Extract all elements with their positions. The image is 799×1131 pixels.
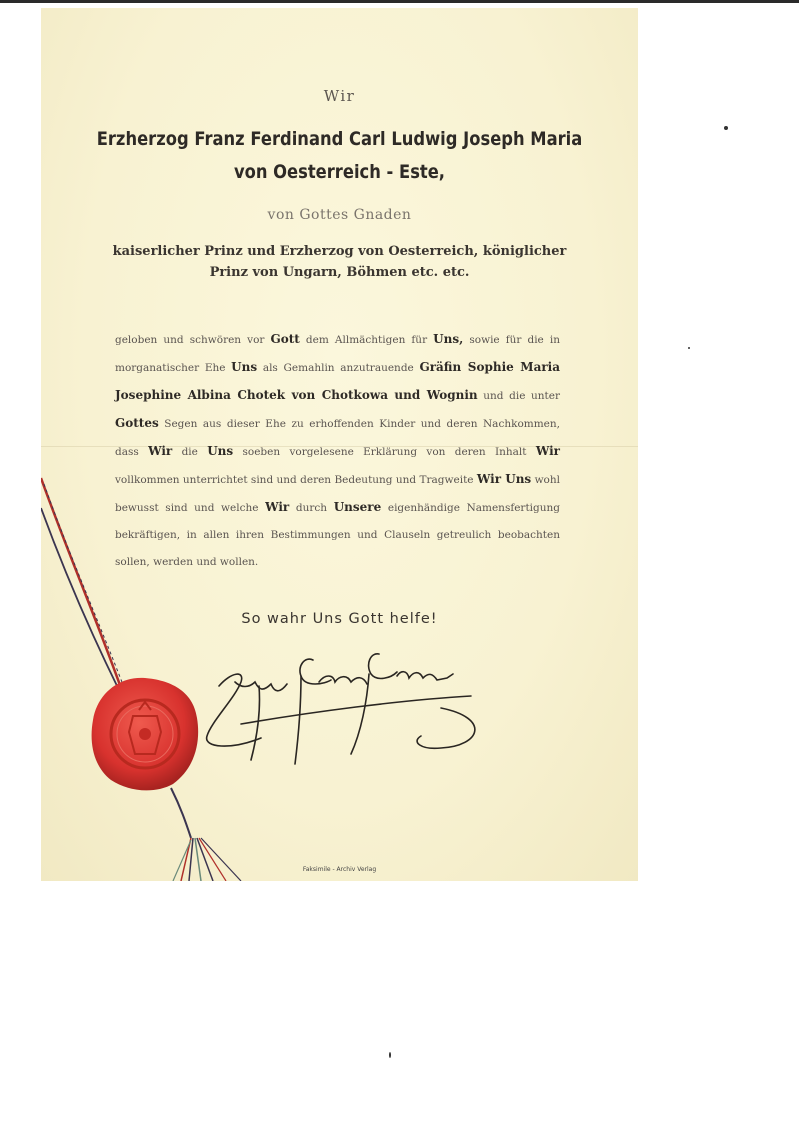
subtitle-line-2: Prinz von Ungarn, Böhmen etc. etc. xyxy=(209,265,470,280)
footer-credit: Faksimile - Archiv Verlag xyxy=(302,866,377,873)
body-segment: dem Allmächtigen für xyxy=(299,334,434,346)
wax-seal-icon xyxy=(89,676,201,792)
body-emphasis: Wir xyxy=(148,444,173,458)
body-emphasis: Uns, xyxy=(433,332,464,346)
body-emphasis: Gottes xyxy=(115,416,159,430)
body-segment: geloben und schwören vor xyxy=(115,334,271,346)
body-segment: vollkommen unterrichtet sind und deren Bedeutung und Tragweite xyxy=(115,474,477,486)
body-segment: Segen aus dieser Ehe zu erhoffenden Kinder und deren Nachkommen, dass xyxy=(115,418,560,458)
body-emphasis: Wir Uns xyxy=(476,472,532,486)
body-emphasis: Gott xyxy=(270,332,300,346)
subtitle-line-1: kaiserlicher Prinz und Erzherzog von Oesterreich, königlicher xyxy=(112,244,567,259)
body-emphasis: Unsere xyxy=(333,500,382,514)
document-page xyxy=(41,8,638,881)
body-segment: durch xyxy=(289,502,334,514)
title-line-2: von Oesterreich - Este, xyxy=(233,161,446,183)
body-segment: und die unter xyxy=(477,390,561,402)
body-segment: soeben vorgelesene Erklärung von deren Inhalt xyxy=(233,446,536,458)
oath-line: So wahr Uns Gott helfe! xyxy=(241,611,438,627)
body-emphasis: Uns xyxy=(231,360,258,374)
grace-line: von Gottes Gnaden xyxy=(267,207,412,223)
body-emphasis: Gräfin Sophie Maria Josephine Albina Chotek von Chotkowa und Wognin xyxy=(115,360,561,402)
body-segment: wohl bewusst sind und welche xyxy=(115,474,561,514)
scan-speck xyxy=(724,126,728,130)
body-segment: eigenhändige Namensfertigung bekräftigen, in allen ihren Bestimmungen und Clauseln getreulich beobachten sollen, werden und wollen. xyxy=(115,502,560,568)
scan-speck xyxy=(389,1052,391,1058)
body-segment: sowie für die in morganatischer Ehe xyxy=(115,334,560,374)
body-segment: als Gemahlin anzutrauende xyxy=(257,362,420,374)
scan-speck xyxy=(688,347,690,349)
scan-top-edge xyxy=(0,0,799,3)
title-line-1: Erzherzog Franz Ferdinand Carl Ludwig Joseph Maria xyxy=(96,128,583,150)
body-segment: die xyxy=(172,446,208,458)
body-emphasis: Uns xyxy=(207,444,234,458)
handwritten-signature xyxy=(201,642,481,772)
body-emphasis: Wir xyxy=(265,500,290,514)
body-emphasis: Wir xyxy=(535,444,560,458)
opening-word: Wir xyxy=(323,87,356,105)
